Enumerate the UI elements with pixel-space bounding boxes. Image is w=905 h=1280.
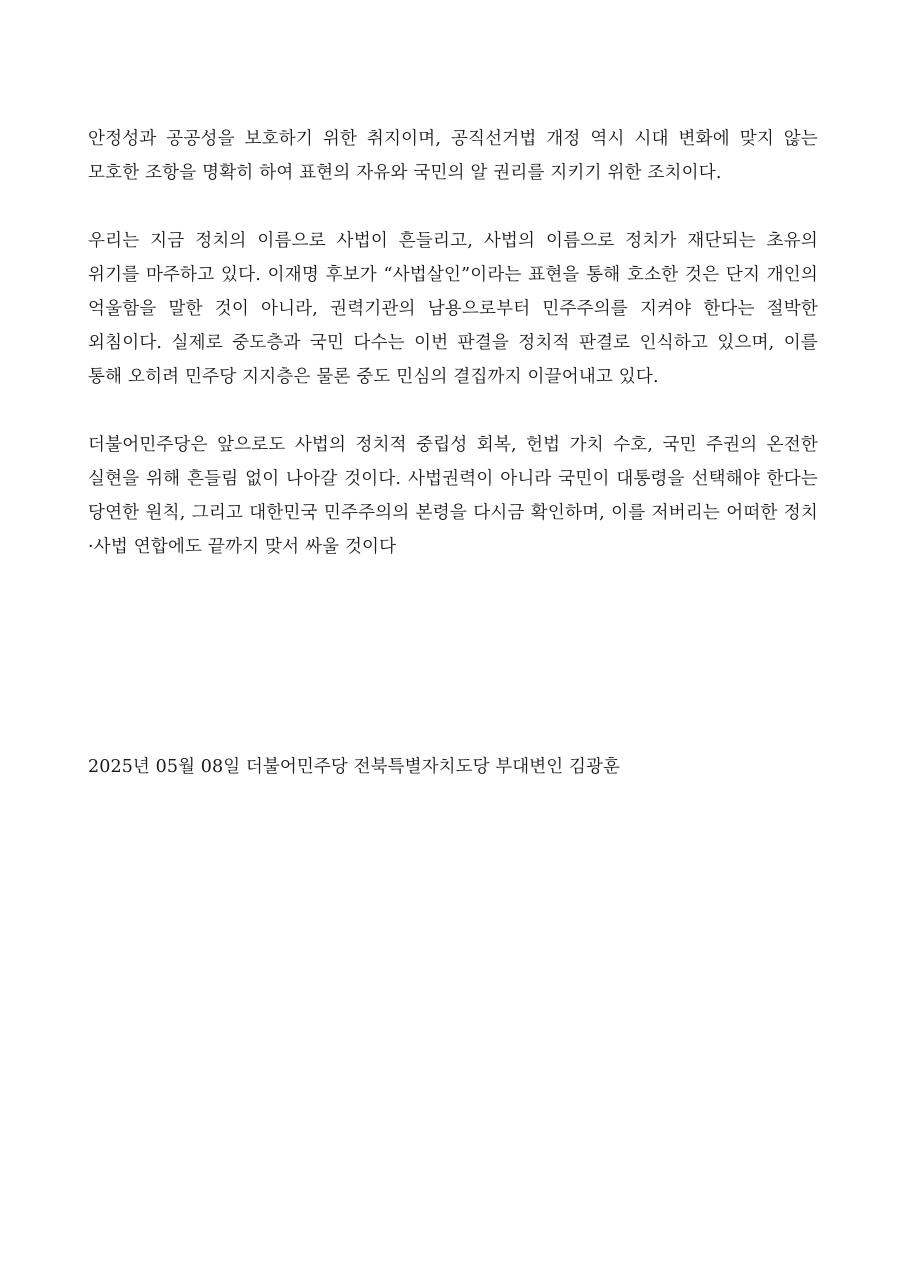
document-body (88, 122, 818, 564)
paragraph-2: 우리는 지금 정치의 이름으로 사법이 흔들리고, 사법의 이름으로 정치가 재단되는 초유의 위기를 마주하고 있다. 이재명 후보가 “사법살인”이라는 표현을 통해 호소한 것은 단지 개인의 억울함을 말한 것이 아니라, 권력기관의 남용으로부터 민주주의를 지켜야 한다는 절박한 외침이다. 실제로 중도층과 국민 다수는 이번 판결을 정치적 판결로 인식하고 있으며, 이를 통해 오히려 민주당 지지층은 물론 중도 민심의 결집까지 이끌어내고 있다. (88, 231, 818, 387)
paragraph-3: 더불어민주당은 앞으로도 사법의 정치적 중립성 회복, 헌법 가치 수호, 국민 주권의 온전한 실현을 위해 흔들림 없이 나아갈 것이다. 사법권력이 아니라 국민이 대통령을 선택해야 한다는 당연한 원칙, 그리고 대한민국 민주주의의 본령을 다시금 확인하며, 이를 저버리는 어떠한 정치·사법 연합에도 끝까지 맞서 싸울 것이다 (88, 435, 818, 557)
paragraph-1: 안정성과 공공성을 보호하기 위한 취지이며, 공직선거법 개정 역시 시대 변화에 맞지 않는 모호한 조항을 명확히 하여 표현의 자유와 국민의 알 권리를 지키기 위한 조치이다. (88, 129, 818, 183)
signature-line: 2025년 05월 08일 더불어민주당 전북특별자치도당 부대변인 김광훈 (88, 757, 620, 777)
